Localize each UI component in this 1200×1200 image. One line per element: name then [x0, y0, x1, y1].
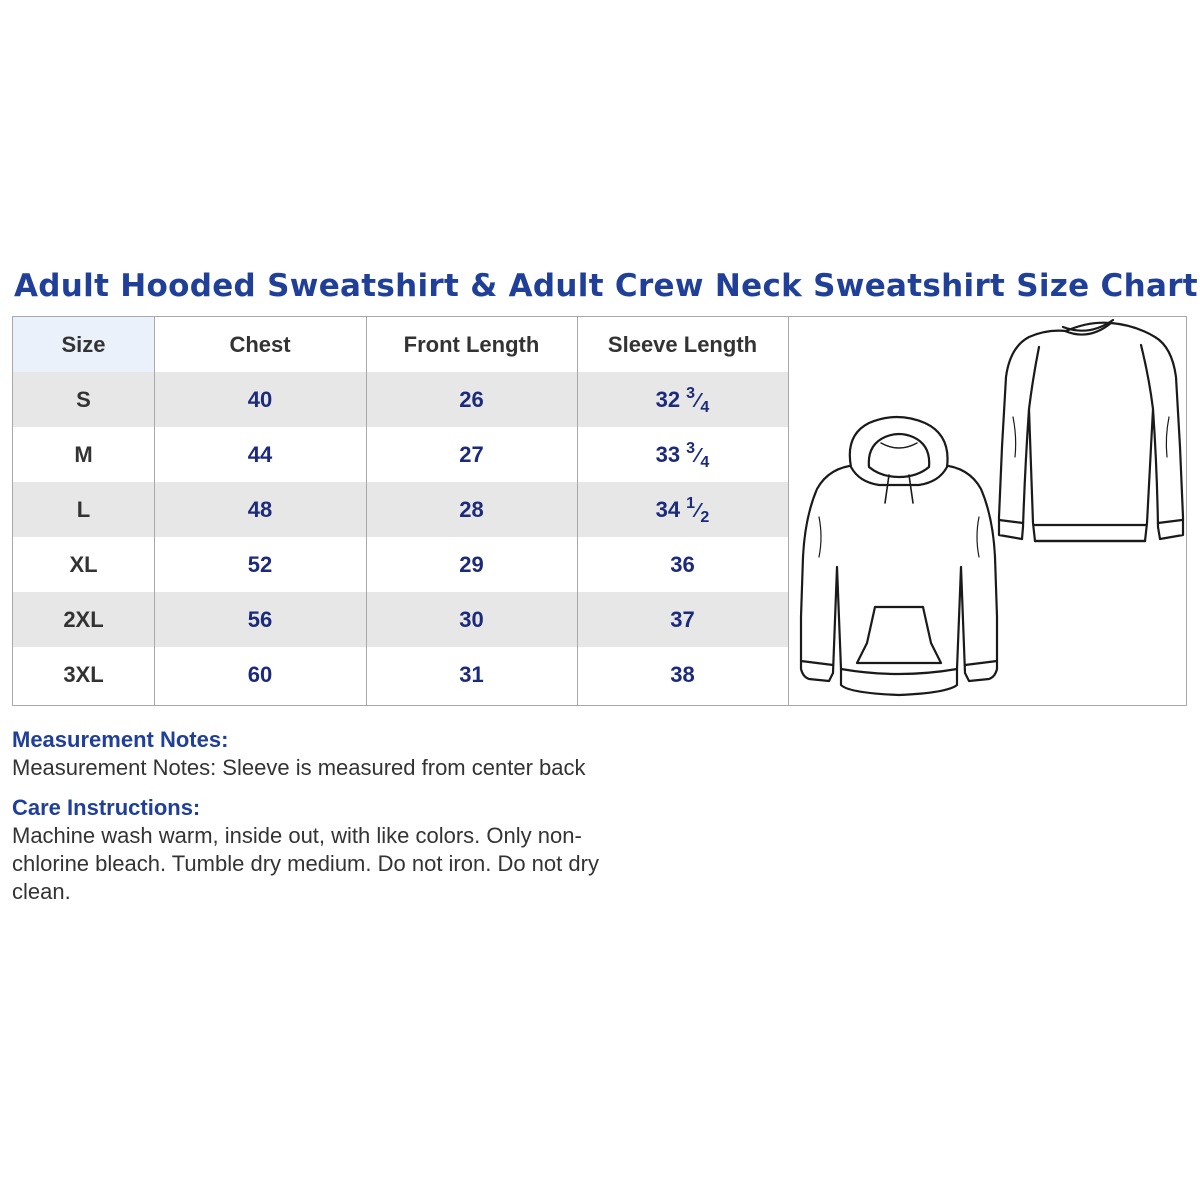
garment-illustration — [789, 317, 1187, 705]
fraction-numerator: 3 — [686, 385, 696, 402]
measurement-notes-heading: Measurement Notes: — [12, 727, 229, 752]
fraction-denominator: 2 — [700, 509, 710, 526]
fraction-denominator: 4 — [700, 399, 710, 416]
table-row — [13, 647, 788, 702]
size-cell: S — [76, 386, 91, 412]
sleeve-whole: 34 — [655, 496, 681, 522]
column-divider — [366, 317, 367, 705]
sleeve-whole: 32 — [655, 386, 681, 412]
header-sleeve-length: Sleeve Length — [607, 331, 758, 357]
chest-cell: 52 — [247, 551, 273, 577]
chest-cell: 56 — [247, 606, 273, 632]
chest-cell: 48 — [247, 496, 273, 522]
chest-cell: 60 — [247, 661, 273, 687]
column-divider — [154, 317, 155, 705]
front-length-cell: 30 — [459, 606, 484, 632]
measurement-notes-text: Measurement Notes: Sleeve is measured from center back — [12, 755, 586, 780]
sleeve-fraction: 1 ⁄ 2 — [686, 495, 710, 526]
chest-cell: 44 — [247, 441, 273, 467]
column-divider — [577, 317, 578, 705]
sleeve-length-cell: 37 — [670, 606, 695, 632]
sleeve-length-cell — [577, 372, 788, 427]
size-cell: 3XL — [63, 661, 104, 687]
table-row — [13, 482, 788, 537]
front-length-cell: 31 — [459, 661, 484, 687]
sleeve-fraction: 3 ⁄ 4 — [686, 385, 710, 416]
size-cell: M — [74, 441, 93, 467]
table-row — [13, 537, 788, 592]
front-length-cell: 26 — [459, 386, 484, 412]
table-row — [13, 592, 788, 647]
notes-section — [12, 726, 612, 918]
sleeve-length-cell: 36 — [670, 551, 695, 577]
care-instructions-heading: Care Instructions: — [12, 795, 201, 820]
size-cell: XL — [69, 551, 98, 577]
sleeve-length-cell — [577, 482, 788, 537]
fraction-numerator: 1 — [686, 495, 696, 512]
header-chest: Chest — [229, 331, 291, 357]
size-cell: 2XL — [63, 606, 104, 632]
front-length-cell: 29 — [459, 551, 484, 577]
fraction-denominator: 4 — [700, 454, 710, 471]
hooded-sweatshirt-icon — [801, 417, 997, 695]
sleeve-length-cell: 38 — [670, 661, 695, 687]
table-header-row — [13, 317, 788, 372]
front-length-cell: 28 — [459, 496, 484, 522]
chart-title: Adult Hooded Sweatshirt & Adult Crew Neck Sweatshirt Size Chart — [14, 268, 1198, 304]
care-instructions-text: Machine wash warm, inside out, with like colors. Only non-chlorine bleach. Tumble dry medium. Do not iron. Do not dry clean. — [12, 823, 599, 904]
table-row — [13, 372, 788, 427]
size-chart — [12, 316, 1187, 706]
crew-neck-sweatshirt-icon — [999, 320, 1183, 541]
size-cell: L — [76, 496, 91, 522]
header-front-length: Front Length — [403, 331, 540, 357]
front-length-cell: 27 — [459, 441, 484, 467]
sleeve-fraction: 3 ⁄ 4 — [686, 440, 710, 471]
header-size: Size — [13, 317, 154, 372]
fraction-numerator: 3 — [686, 440, 696, 457]
sleeve-whole: 33 — [655, 441, 681, 467]
chest-cell: 40 — [247, 386, 273, 412]
table-row — [13, 427, 788, 482]
sleeve-length-cell — [577, 427, 788, 482]
